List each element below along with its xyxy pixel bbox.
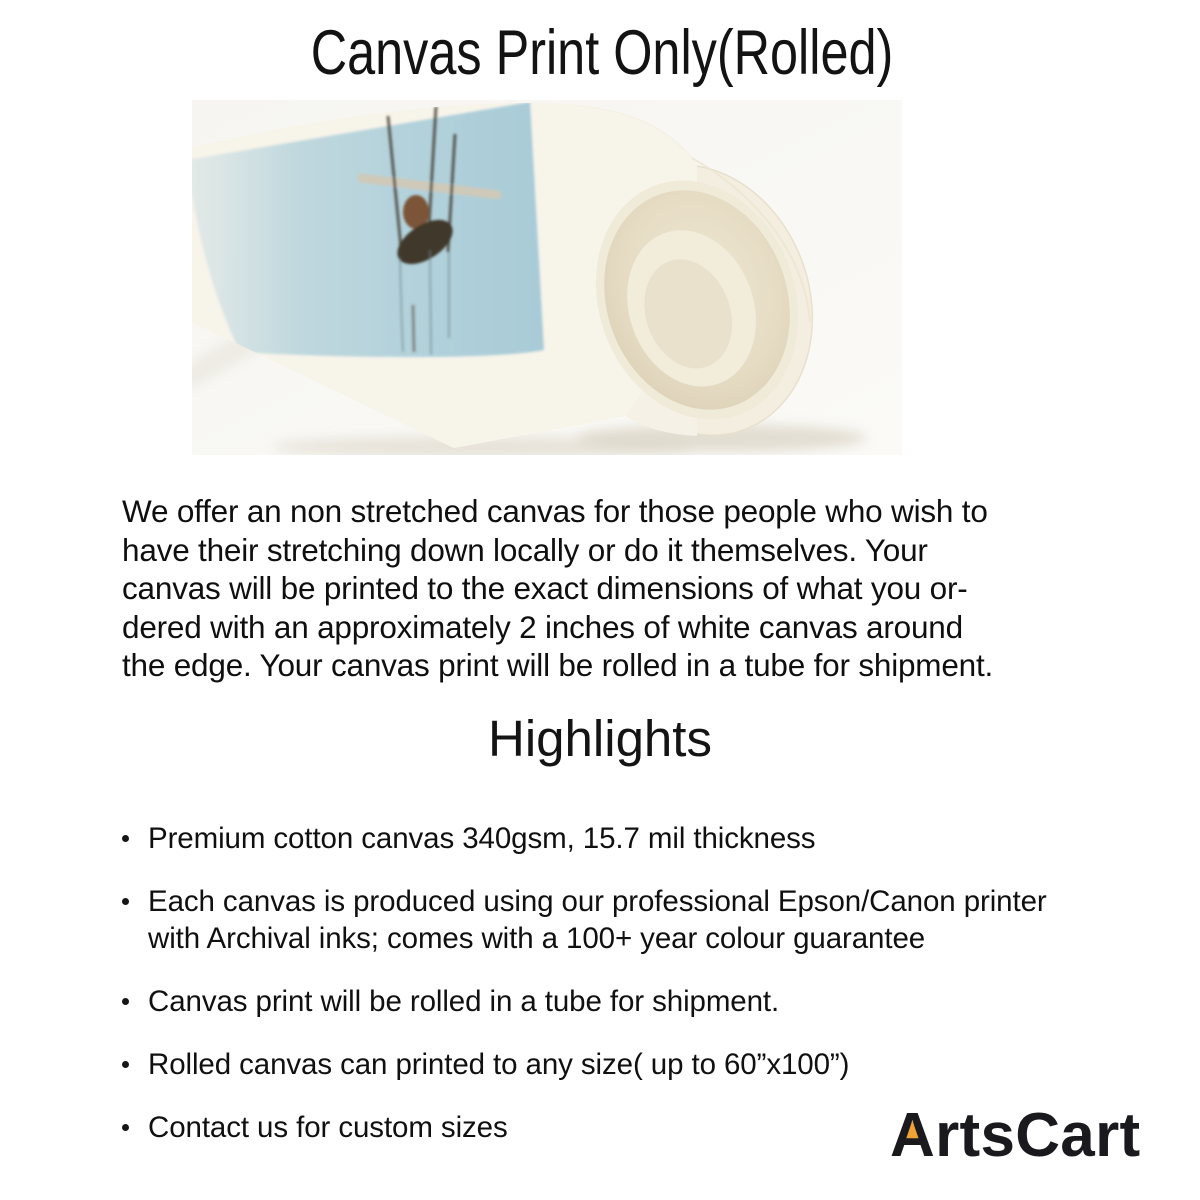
bullet-icon (122, 1061, 129, 1068)
description-paragraph (122, 492, 993, 685)
description-line: dered with an approximately 2 inches of white canvas around (122, 608, 963, 645)
list-item-text: Canvas print will be rolled in a tube for shipment. (148, 985, 780, 1018)
list-item-text: Rolled canvas can printed to any size( up to 60”x100”) (148, 1048, 850, 1081)
page-title: Canvas Print Only(Rolled) (310, 18, 894, 88)
logo-text: ArtsCart (890, 1101, 1141, 1170)
list-item-text: Each canvas is produced using our professional Epson/Canon printer (148, 885, 1047, 918)
description-line: the edge. Your canvas print will be rolled in a tube for shipment. (122, 647, 994, 683)
list-item (122, 1046, 1152, 1083)
list-item-text: Contact us for custom sizes (148, 1111, 508, 1144)
list-item (122, 820, 1152, 857)
list-item (122, 983, 1152, 1020)
bullet-icon (122, 898, 129, 905)
bullet-icon (122, 998, 129, 1005)
list-item-text: Premium cotton canvas 340gsm, 15.7 mil thickness (148, 822, 816, 855)
description-line: have their stretching down locally or do it themselves. Your (122, 531, 928, 568)
rolled-canvas-illustration (192, 100, 902, 455)
description-line: canvas will be printed to the exact dimensions of what you or- (122, 570, 968, 606)
highlights-heading: Highlights (488, 710, 712, 767)
list-item-text: with Archival inks; comes with a 100+ year colour guarantee (148, 922, 926, 955)
bullet-icon (122, 835, 129, 842)
product-photo (192, 100, 902, 455)
list-item (122, 883, 1152, 957)
bullet-icon (122, 1124, 129, 1131)
description-line: We offer an non stretched canvas for those people who wish to (122, 493, 988, 529)
artscart-logo (890, 1101, 1180, 1175)
